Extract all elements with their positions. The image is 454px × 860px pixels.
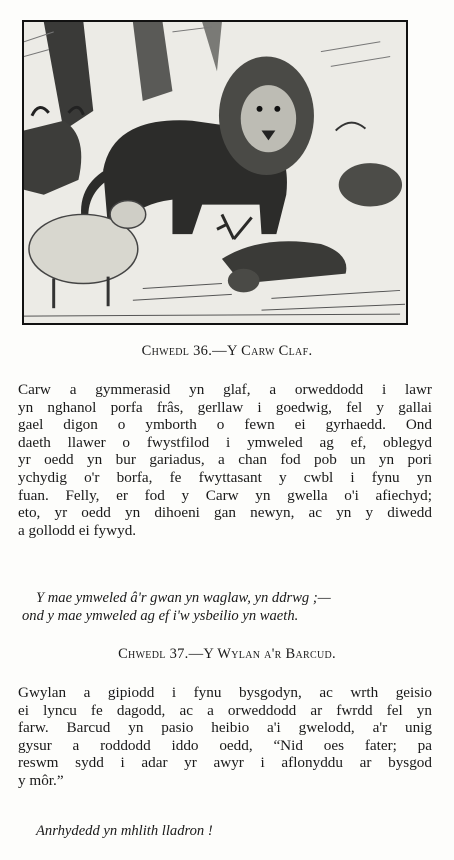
- text-line: yn nghanol porfa frâs, gerllaw i goedwig, fel y gallai: [18, 398, 432, 416]
- fable-37-moral: [36, 822, 432, 840]
- moral-line: Y mae ymweled â'r gwan yn waglaw, yn ddrwg ;—: [36, 590, 331, 606]
- text-line: gael digon o ymborth o fewn ei gyrhaedd. Ond: [18, 416, 432, 434]
- text-line: ei lyncu fe dagodd, ac a orweddodd ar fwrdd fel yn: [18, 701, 432, 719]
- text-line: a gollodd ei fywyd.: [18, 521, 137, 539]
- fable-37-text: [18, 684, 432, 790]
- text-line: fuan. Felly, er fod y Carw yn gwella o'i afiechyd;: [18, 486, 432, 504]
- text-line: eto, yr oedd yn dihoeni gan newyn, ac yn y diwedd: [18, 504, 432, 522]
- text-line: farw. Barcud yn pasio heibio a'i gwelodd, a'r unig: [18, 719, 432, 737]
- text-line: y môr.”: [18, 771, 64, 789]
- text-line: gysur a roddodd iddo oedd, “Nid oes fater; pa: [18, 736, 432, 754]
- text-line: yr oedd yn bur gariadus, a chan fod pob un yn pori: [18, 451, 432, 469]
- lion-and-animals-engraving-icon: [24, 22, 406, 323]
- text-line: reswm sydd i adar yr awyr i aflonyddu ar bysgod: [18, 754, 432, 772]
- fable-37-heading: Chwedl 37.—Y Wylan a'r Barcud.: [118, 646, 336, 662]
- text-line: daeth llawer o fwystfilod i ymweled ag ef, oblegyd: [18, 433, 432, 451]
- moral-line: Anrhydedd yn mhlith lladron !: [36, 823, 213, 839]
- text-line: Carw a gymmerasid yn glaf, a orweddodd i lawr: [18, 381, 432, 398]
- text-line: Gwylan a gipiodd i fynu bysgodyn, ac wrth geisio: [18, 684, 432, 701]
- moral-line: ond y mae ymweled ag ef i'w ysbeilio yn waeth.: [22, 608, 299, 624]
- illustration: [22, 20, 408, 325]
- fable-36-moral: [22, 589, 432, 625]
- text-line: ychydig o'r borfa, fe fwyttasant y cwbl i fynu yn: [18, 468, 432, 486]
- fable-36-text: [18, 381, 432, 539]
- fable-36-heading: Chwedl 36.—Y Carw Claf.: [141, 343, 313, 359]
